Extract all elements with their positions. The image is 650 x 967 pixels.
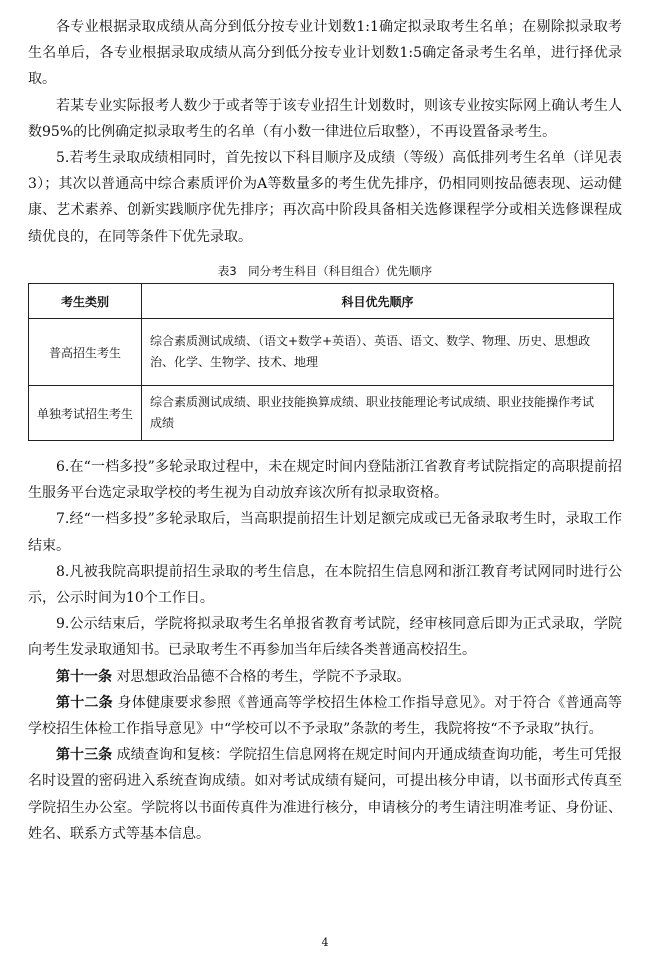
paragraph-2: 若某专业实际报考人数少于或者等于该专业招生计划数时，则该专业按实际网上确认考生人数95%的比例确定拟录取考生的名单（有小数一律进位后取整），不再设置备录考生。 [28, 97, 622, 140]
article-text: 成绩查询和复核：学院招生信息网将在规定时间内开通成绩查询功能，考生可凭报名时设置的密码进入系统查询成绩。如对考试成绩有疑问，可提出核分申请，以书面形式传真至学院招生办公室。学院将以书面传真件为准进行核分，申请核分的考生请注明准考证、身份证、姓名、联系方式等基本信息。 [28, 747, 622, 842]
bottom-text-block [28, 454, 622, 847]
paragraph-6: 6.在“一档多投”多轮录取过程中，未在规定时间内登陆浙江省教育考试院指定的高职提前招生服务平台选定录取学校的考生视为自动放弃该次所有拟录取资格。 [28, 459, 622, 502]
priority-table [28, 283, 614, 441]
article-13 [28, 742, 622, 847]
paragraph-9: 9.公示结束后，学院将拟录取考生名单报省教育考试院，经审核同意后即为正式录取，学院向考生发录取通知书。已录取考生不再参加当年后续各类普通高校招生。 [28, 616, 622, 659]
paragraph-8: 8.凡被我院高职提前招生录取的考生信息，在本院招生信息网和浙江教育考试网同时进行公示，公示时间为10个工作日。 [28, 563, 622, 607]
article-text: 身体健康要求参照《普通高等学校招生体检工作指导意见》。对于符合《普通高等学校招生体检工作指导意见》中“学校可以不予录取”条款的考生，我院将按“不予录取”执行。 [28, 694, 622, 738]
paragraph-7: 7.经“一档多投”多轮录取后，当高职提前招生计划足额完成或已无备录取考生时，录取工作结束。 [28, 511, 622, 554]
article-label: 第十一条 [56, 668, 112, 685]
row-order: 综合素质测试成绩、职业技能换算成绩、职业技能理论考试成绩、职业技能操作考试成绩 [142, 386, 614, 441]
article-11 [28, 664, 622, 690]
row-order: 综合素质测试成绩、（语文+数学+英语）、英语、语文、数学、物理、历史、思想政治、化学、生物学、技术、地理 [142, 319, 614, 386]
top-text-block [28, 14, 622, 250]
article-text: 对思想政治品德不合格的考生，学院不予录取。 [112, 668, 411, 685]
article-12 [28, 690, 622, 742]
header-category: 考生类别 [29, 284, 142, 319]
row-category: 普高招生考生 [29, 319, 142, 386]
table-row [29, 386, 614, 441]
table-row [29, 319, 614, 386]
paragraph-3: 5.若考生录取成绩相同时，首先按以下科目顺序及成绩（等级）高低排列考生名单（详见表3）；其次以普通高中综合素质评价为A等数量多的考生优先排序，仍相同则按品德表现、运动健康、艺术素养、创新实践顺序优先排序；再次高中阶段具备相关选修课程学分或相关选修课程成绩优良的，在同等条件下优先录取。 [28, 150, 622, 245]
page-number: 4 [321, 936, 329, 949]
row-category: 单独考试招生考生 [29, 386, 142, 441]
header-order: 科目优先顺序 [142, 284, 614, 319]
article-label: 第十二条 [56, 694, 113, 711]
table-caption: 表3 同分考生科目（科目组合）优先顺序 [217, 264, 433, 278]
article-label: 第十三条 [56, 747, 113, 764]
table-header-row [29, 284, 614, 319]
paragraph-1: 各专业根据录取成绩从高分到低分按专业计划数1:1确定拟录取考生名单；在剔除拟录取考生名单后，各专业根据录取成绩从高分到低分按专业计划数1:5确定备录考生名单，进行择优录取。 [28, 19, 622, 88]
